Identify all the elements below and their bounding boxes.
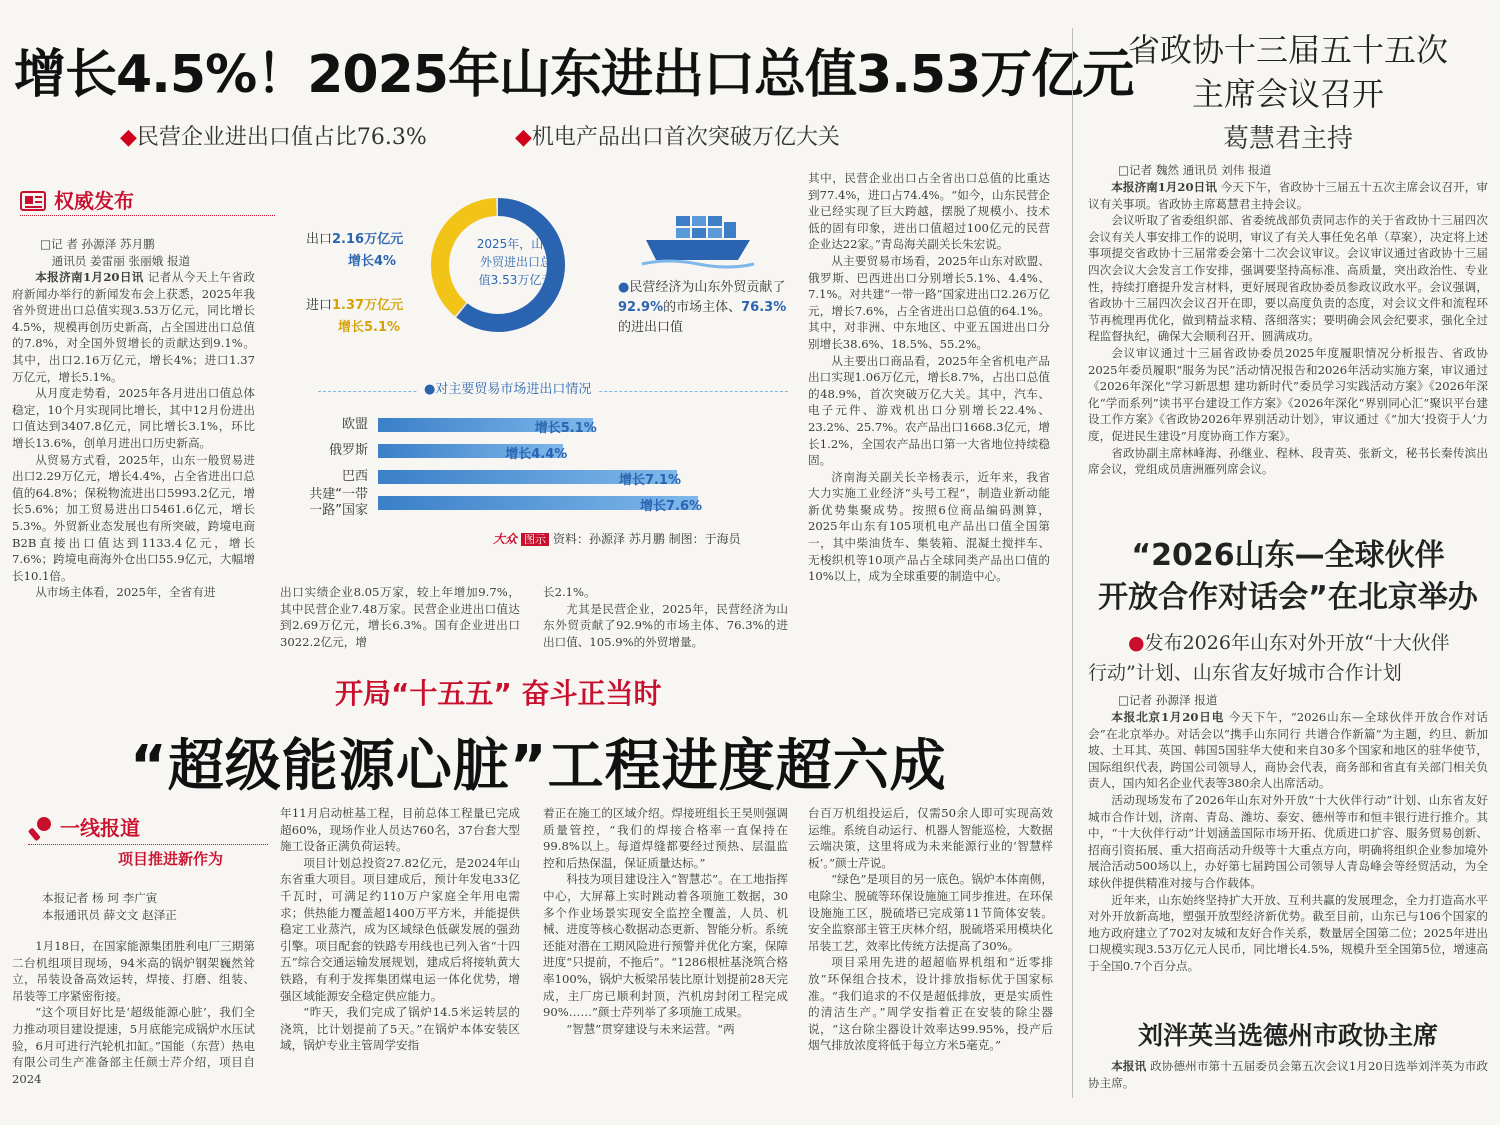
byline-1-reporters: □记 者 孙源泽 苏月鹏 [40,237,155,251]
right-mid-para-2: 活动现场发布了2026年山东对外开放“十大伙伴行动”计划、山东省友好城市合作计划，济南、青岛、潍坊、泰安、德州等市和恒丰银行进行推介。其中，“十大伙伴行动”计划涵盖国际市场开拓、优质进口扩容、服务贸易创新、招商引资拓展、重大招商活动升级等十大重点方向，明确将组织企业参加境外展洽活动500场以上，办好第七届跨国公司领导人青岛峰会等经贸活动，为全球伙伴提供精准对接与合作载体。 [1088,792,1488,890]
right-top-title [1088,28,1488,116]
right-mid-para-1: 今天下午，“2026山东—全球伙伴开放合作对话会”在北京举办。对话会以“携手山东同行 共谱合作新篇”为主题，约旦、新加坡、土耳其、英国、韩国5国驻华大使和来自30多个国家和地区的驻华使节，国际组织代表，跨国公司领导人，商协会代表，商务部和省直有关部门相关负责人，国内知名企业代表等380余人出席活动。 [1088,710,1488,791]
subhead-1-text: 民营企业进出口值占比76.3% [136,125,427,150]
right-top-body [1088,179,1488,509]
col1-para-1: 记者从今天上午省政府新闻办举行的新闻发布会上获悉，2025年我省外贸进出口总值实现3.53万亿元，同比增长4.5%，规模再创历史新高，占全国进出口总值的7.8%，对全国外贸增长的贡献达到9.1%。其中，出口2.16万亿元，增长4%；进口1.37万亿元，增长5.1%。 [12,270,255,384]
subhead-1 [120,120,427,151]
byline-2-correspondents: 本报通讯员 薛文文 赵泽正 [42,907,177,922]
main-headline: 增长4.5%！2025年山东进出口总值3.53万亿元 [14,45,1134,105]
right-top-title-line1: 省政协十三届五十五次 [1127,31,1448,69]
tushi-badge: 图示 [521,533,549,546]
import-value: 1.37万亿元 [332,298,404,313]
import-label-text: 进口 [306,298,333,313]
right-top-para-4: 省政协副主席林峰海、孙继业、程林、段青英、张新文，秘书长秦传滨出席会议，党组成员唐洲雁列席会议。 [1088,445,1488,477]
right-bottom-text: 政协德州市第十五届委员会第五次会议1月20日选举刘泮英为市政协主席。 [1088,1059,1488,1090]
right-top-para-1: 今天下午，省政协十三届五十五次主席会议召开，审议有关事项。省政协主席葛慧君主持会议。 [1088,180,1488,211]
second-headline: “超级能源心脏”工程进度超六成 [130,734,947,799]
story2-column-1 [12,938,255,1098]
microphone-icon [28,815,54,841]
col1-para-2: 从月度走势看，2025年各月进出口值总体稳定，10个月实现同比增长，其中12月份进出口值达到3407.8亿元，同比增长3.1%，环比增长13.6%，创单月进出口历史新高。 [12,386,255,450]
import-growth-text: 增长5.1% [338,320,401,335]
byline-1 [40,236,270,269]
story2-col3-para-3: “智慧”贯穿建设与未来运营。“两 [566,1021,735,1036]
subhead-2 [515,120,840,151]
private-note-pre: 民营经济为山东外贸贡献了 [629,280,786,295]
authority-tag-label: 权威发布 [54,189,134,213]
frontline-tag-label: 一线报道 [60,816,140,840]
col1-para-3: 从贸易方式看，2025年，山东一般贸易进出口2.29万亿元，增长4.4%，占全省进出口总值的64.8%；保税物流进出口5993.2亿元，增长5.6%；加工贸易进出口5461.6亿元，增长5.3%。外贸新业态发展也有所突破，跨境电商B2B直接出口值达到1133.4亿元，增长7.6%；跨境电商海外仓出口55.9亿元，大幅增长10.1倍。 [12,452,255,583]
byline-2-reporters: 本报记者 杨 珂 李广寅 [42,891,158,905]
subhead-2-text: 机电产品出口首次突破万亿大关 [531,125,840,150]
export-value: 2.16万亿元 [332,232,404,247]
kicker: 开局“十五五” 奋斗正当时 [335,677,662,710]
bar-chart-title-text: 对主要贸易市场进出口情况 [435,382,592,397]
right-mid-subtitle [1088,628,1488,688]
authority-tag [20,185,280,214]
col3-para-1: 长2.1%。 [543,585,596,599]
column-2 [280,584,520,650]
col2-text: 出口实绩企业8.05万家，较上年增加9.7%，其中民营企业7.48万家。民营企业进出口值达到2.69万亿元，增长6.3%。国有企业进出口3022.2亿元，增 [280,585,520,649]
story2-column-3 [543,805,788,1098]
bar-category-label: 共建“一带一路”国家 [309,487,368,518]
col4-para-3: 从主要出口商品看，2025年全省机电产品出口实现1.06万亿元，增长8.7%，占出口总值的48.9%，首次突破万亿大关。其中，汽车、电子元件、游戏机出口分别增长22.4%、23.2%、25.7%。农产品出口1668.3亿元，增长1.2%，全国农产品出口第一大省地位持续稳固。 [808,353,1050,468]
bullet-dot-icon: ● [1128,632,1145,654]
private-pct-2: 76.3% [741,300,787,315]
infographic [298,190,803,590]
byline-2 [42,890,177,923]
bar-chart-title-row [318,378,788,406]
right-top-dateline: 本报济南1月20日讯 [1111,180,1217,194]
private-pct-1: 92.9% [618,300,664,315]
story2-column-4 [808,805,1053,1098]
infographic-source [493,530,741,547]
story2-col4-para-3: 项目采用先进的超超临界机组和“近零排放”环保组合技术，设计排放指标优于国家标准。“我们追求的不仅是超低排放，更是实质性的清洁生产。”周学安指着正在安装的除尘器说，“这台除尘器设计效率达99.95%，投产后烟气排放浓度将低于每立方米5毫克。” [808,955,1053,1053]
right-mid-title [1082,535,1494,619]
diamond-icon: ◆ [120,125,137,150]
story2-col4-para-2: “绿色”是项目的另一底色。锅炉本体南侧，电除尘、脱硫等环保设施施工同步推进。在环保设施施工区，脱硫塔已完成第11节筒体安装。安全监察部主管王庆林介绍，脱硫塔采用模块化吊装工艺，效率比传统方法提高了30%。 [808,872,1053,953]
column-3 [543,584,788,650]
bar-category-label: 巴西 [341,469,368,484]
story2-col4-para-1: 台百万机组投运后，仅需50余人即可实现高效运维。系统自动运行、机器人智能巡检，大数据云端决策，这里将成为未来能源行业的‘智慧样板’。”颜士芹说。 [808,806,1053,870]
col4-para-1: 其中，民营企业出口占全省出口总值的比重达到77.4%，进口占74.4%。“如今，山东民营企业已经实现了巨大跨越，摆脱了规模小、技术低的固有印象，进出口值超过100亿元的民营企业达22家。”青岛海关副关长朱宏说。 [808,171,1050,252]
bullet-dot-icon: ● [424,382,436,397]
col1-para-4: 从市场主体看，2025年，全省有进 [35,585,216,600]
newspaper-icon [20,191,46,211]
private-note-mid: 的市场主体、 [663,300,742,315]
right-top-subtitle: 葛慧君主持 [1222,124,1353,154]
column-4 [808,170,1050,650]
import-label [306,296,403,316]
dazhong-logo: 大众 [493,532,518,546]
right-bottom-body [1088,1058,1488,1094]
story2-col2-para-3: “昨天，我们完成了锅炉14.5米运转层的浇筑，比计划提前了5天。”在锅炉本体安装区域，锅炉专业主管周学安指 [280,1005,520,1053]
story2-col2-para-2: 项目计划总投资27.82亿元，是2024年山东省重大项目。项目建成后，预计年发电33亿千瓦时，可满足约110万户家庭全年用电需求；供热能力覆盖超1400万平方米，并能提供稳定工业蒸汽，成为区域绿色低碳发展的强劲引擎。项目配套的铁路专用线也已列入省“十四五”综合交通运输发展规划，建成后将接轨黄大铁路，有利于发挥集团煤电运一体化优势，增强区域能源安全稳定供应能力。 [280,855,520,1003]
source-text: 资料：孙源泽 苏月鹏 制图：于海员 [553,532,741,546]
private-note-post: 的进出口值 [618,320,684,335]
right-mid-subtitle-line1: 发布2026年山东对外开放“十大伙伴 [1144,632,1450,654]
story2-col1-para-1: 1月18日，在国家能源集团胜利电厂三期第二台机组项目现场，94米高的锅炉钢架巍然耸立，吊装设备高效运转，焊接、打磨、组装、吊装等工序紧密衔接。 [12,939,255,1003]
byline-1-correspondents: 通讯员 姜雷丽 张丽娥 报道 [51,253,191,268]
col4-para-4: 济南海关副关长辛杨表示，近年来，我省大力实施工业经济“头号工程”，制造业新动能新优势集聚成势。按照6位商品编码测算，2025年山东有105项机电产品出口值全国第一，其中柴油货车、集装箱、混凝土搅拌车、无梭织机等10项产品占全球同类产品出口值的10%以上，成为全球重要的制造中心。 [808,469,1050,584]
bar-category-label: 欧盟 [341,417,368,432]
bar-value-label: 增长5.1% [534,421,597,436]
story2-col1-para-2: “这个项目好比是‘超级能源心脏’，我们全力推动项目建设提速，5月底能完成锅炉水压试验，6月可进行汽轮机扣缸。”国能（东营）热电有限公司生产准备部主任颜士芹介绍，项目自2024 [12,1005,255,1086]
story2-col2-para-1: 年11月启动桩基工程，目前总体工程量已完成超60%，现场作业人员达760名，37台套大型施工设备正满负荷运转。 [280,806,520,854]
story2-col3-para-2: 科技为项目建设注入“智慧芯”。在工地指挥中心，大屏幕上实时跳动着各项施工数据，30多个作业场景实现安全监控全覆盖，人员、机械、进度等核心数据动态更新、智能分析。系统还能对潜在工期风险进行预警并优化方案，保障进度“只提前，不拖后”。“1286根桩基浇筑合格率100%，锅炉大板梁吊装比原计划提前28天完成，主厂房已顺利封顶，汽机房封闭工程完成90%……”颜士芹列举了多项施工成果。 [543,872,788,1020]
right-top-para-2: 会议听取了省委组织部、省委统战部负责同志作的关于省政协十三届四次会议有关人事安排工作的说明，审议了有关人事任免名单（草案），决定将上述事项提交省政协十三届常委会第十二次会议审议。会议审议通过省政协十三届四次会议大会发言工作安排，强调要坚持高标准、高质量，突出政治性、专业性，持续打磨提升发言材料，更好展现省政协委员参政议政水平。会议强调，省政协十三届四次会议召开在即，要以高度负责的态度，对会议文件和流程环节再梳理再优化，做到精益求精、落细落实；要明确会风会纪要求，强化全过程监督执纪，确保大会顺利召开、圆满成功。 [1088,213,1488,344]
frontline-tag [28,812,273,868]
donut-center-label: 2025年，山东外贸进出口总值3.53万亿元 [476,237,556,287]
story2-column-2 [280,805,520,1098]
right-mid-title-line1: “2026山东—全球伙伴 [1131,538,1445,573]
bar-category-label: 俄罗斯 [328,443,368,458]
right-bottom-title: 刘泮英当选德州市政协主席 [1137,1021,1438,1050]
right-mid-para-3: 近年来，山东始终坚持扩大开放、互利共赢的发展理念，全力打造高水平对外开放新高地，塑强开放型经济新优势。截至目前，山东已与106个国家的地方政府建立了702对友城和友好合作关系，数量居全国第二位；2025年进出口规模实现3.53万亿元人民币，同比增长4.5%，规模升至全国第5位，增速高于全国0.7个百分点。 [1088,892,1488,973]
dateline-1: 本报济南1月20日讯 [35,270,144,284]
export-growth [348,252,396,272]
right-top-para-3: 会议审议通过十三届省政协委员2025年度履职情况分析报告、省政协2025年委员履职“服务为民”活动情况报告和2026年活动实施方案，审议通过《2026年深化“学习新思想 建功新时代”委员学习实践活动方案》《2026年深化“学而系列”读书平台建设工作方案》《2026年深化“界别同心汇”聚识平台建设工作方案》《省政协2026年界别活动计划》，审议通过《“加大‘投资于人’力度，促进民生建设”月度协商工作方案》。 [1088,345,1488,443]
export-label-text: 出口 [306,232,333,247]
right-mid-byline: □记者 孙源泽 报道 [1118,693,1218,707]
story2-col3-para-1: 着正在施工的区域介绍。焊接班组长王昊则强调质量管控，“我们的焊接合格率一直保持在99.8%以上。每道焊缝都要经过预热、层温监控和后热保温，保证质量达标。” [543,806,788,870]
right-mid-dateline: 本报北京1月20日电 [1111,710,1225,724]
col4-para-2: 从主要贸易市场看，2025年山东对欧盟、俄罗斯、巴西进出口分别增长5.1%、4.4%、7.1%。对共建“一带一路”国家进出口2.26万亿元，增长7.6%，占全省进出口总值的64.1%。其中，对非洲、中东地区、中亚五国进出口分别增长38.6%、18.5%、55.2%。 [808,253,1050,351]
right-top-byline: □记者 魏然 通讯员 刘伟 报道 [1118,163,1272,177]
bullet-dot-icon: ● [618,280,630,295]
private-economy-note [618,278,798,338]
column-divider [1072,28,1074,1098]
right-top-title-line2: 主席会议召开 [1191,75,1384,113]
column-1 [12,269,255,652]
bar-chart [298,418,798,538]
import-growth [338,318,400,338]
bar-value-label: 增长7.6% [640,499,703,514]
bar-chart-title [418,380,597,400]
export-growth-text: 增长4% [348,254,397,269]
bar-value-label: 增长7.1% [618,473,681,488]
right-mid-title-line2: 开放合作对话会”在北京举办 [1098,580,1478,615]
frontline-subtag: 项目推进新作为 [118,850,224,868]
bar-value-label: 增长4.4% [505,447,568,462]
right-mid-body [1088,709,1488,999]
diamond-icon: ◆ [515,125,532,150]
cargo-ship-icon [638,210,758,270]
right-bottom-dateline: 本报讯 [1111,1059,1147,1073]
col3-para-2: 尤其是民营企业，2025年，民营经济为山东外贸贡献了92.9%的市场主体、76.3%的进出口值、105.9%的外贸增量。 [543,601,788,649]
export-label [306,230,403,250]
right-mid-subtitle-line2: 行动”计划、山东省友好城市合作计划 [1088,662,1402,684]
